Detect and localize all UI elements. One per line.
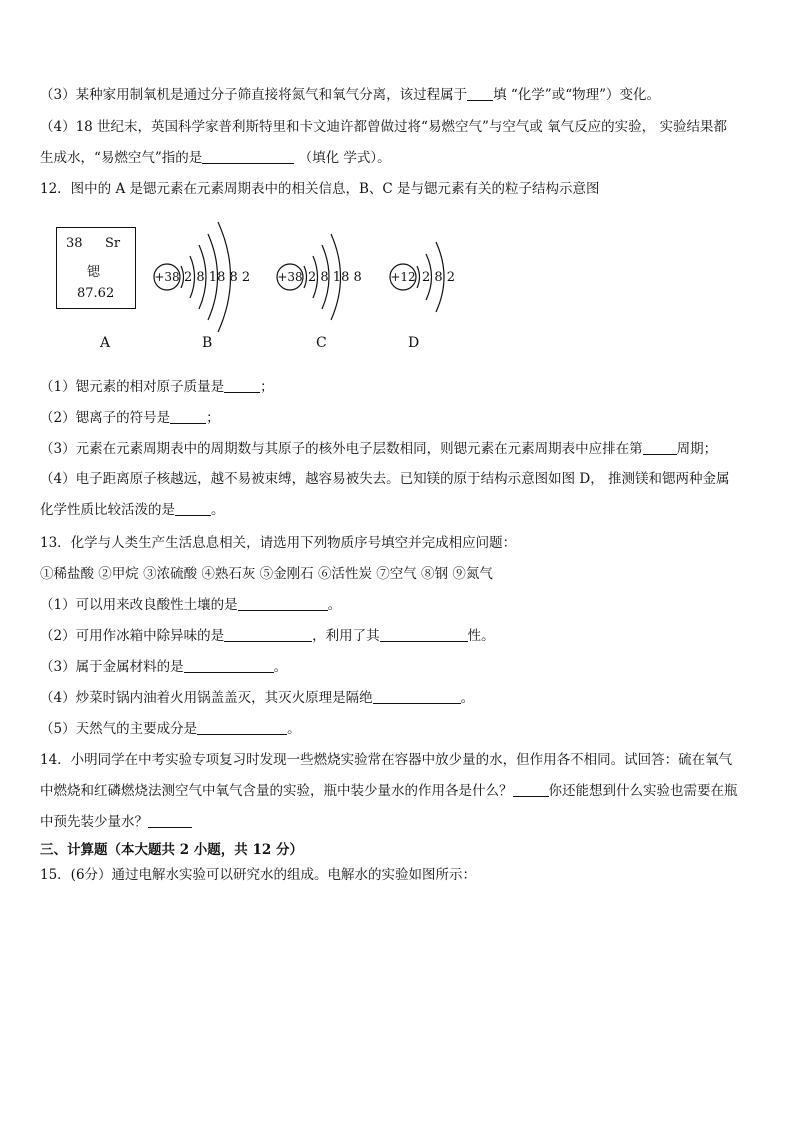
diagram-label-D: D: [408, 335, 420, 351]
q13-sub4: [40, 686, 474, 706]
q12-sub3-blank[interactable]: [643, 440, 677, 455]
q13-options: ①稀盐酸 ②甲烷 ③浓硫酸 ④熟石灰 ⑤金刚石 ⑥活性炭 ⑦空气 ⑧钢 ⑨氮气: [40, 566, 493, 582]
q13-sub3-blank[interactable]: [184, 658, 274, 673]
q13-sub1-text: （1）可以用来改良酸性土壤的是: [40, 597, 238, 613]
q13-sub5-end: 。: [287, 721, 301, 737]
section-title-calculation: 三、计算题（本大题共 2 小题，共 12 分）: [40, 842, 303, 858]
q14-blank2[interactable]: [148, 813, 192, 828]
q13-sub2-blank1[interactable]: [224, 627, 312, 642]
q13-sub2-end: 性。: [467, 628, 495, 644]
nucleus-charge-B: +38: [154, 270, 180, 284]
shell-electrons-C: 2 8 18 8: [308, 270, 362, 285]
q12-sub2-blank[interactable]: [170, 409, 206, 424]
particle-structure-diagrams: [0, 0, 794, 360]
shell-electrons-B: 2 8 18 8 2: [184, 270, 251, 285]
q12-sub3-end: 周期；: [676, 441, 718, 457]
q13-sub3: [40, 655, 287, 675]
q12-sub2-end: ；: [206, 410, 220, 426]
q11-part4-line1: （4）18 世纪末，英国科学家普利斯特里和卡文迪许都曾做过将“易燃空气”与空气或 氧气反应的实验， 实验结果都: [40, 119, 727, 135]
q14-line2-end: 你还能想到什么实验也需要在瓶: [548, 783, 738, 799]
q13-sub2-text: （2）可用作冰箱中除异味的是: [40, 628, 225, 644]
q14-line2-text: 中燃烧和红磷燃烧法测空气中氧气含量的实验，瓶中装少量水的作用各是什么？: [40, 783, 513, 799]
q12-sub2-text: （2）锶离子的符号是: [40, 410, 171, 426]
q12-sub1-text: （1）锶元素的相对原子质量是: [40, 379, 225, 395]
q13-sub3-end: 。: [273, 659, 288, 675]
diagram-label-A: A: [100, 335, 111, 351]
q12-sub1: [40, 375, 274, 395]
nucleus-charge-C: +38: [277, 270, 303, 284]
q15-stem: 15．(6分）通过电解水实验可以研究水的组成。电解水的实验如图所示：: [40, 867, 477, 883]
q14-line3-text: 中预先装少量水？: [40, 814, 148, 830]
q13-sub2: [40, 624, 495, 644]
q13-sub4-text: （4）炒菜时锅内油着火用锅盖盖灭，其灭火原理是隔绝: [40, 690, 373, 706]
q11-part4-text: 生成水，“易燃空气”指的是: [40, 150, 203, 166]
q13-sub1: [40, 593, 341, 613]
q12-sub4-end: 。: [211, 502, 225, 518]
q12-sub1-end: ；: [260, 379, 274, 395]
q12-sub1-blank[interactable]: [224, 378, 260, 393]
element-name: 锶: [87, 265, 101, 280]
q12-sub4-line1: （4）电子距离原子核越远，越不易被束缚，越容易被失去。已知镁的原于结构示意图如图 D， 推测镁和锶两种金属: [40, 471, 730, 487]
q13-stem: 13．化学与人类生产生活息息相关，请选用下列物质序号填空并完成相应问题：: [40, 535, 517, 551]
q13-sub1-end: 。: [327, 597, 342, 613]
q13-sub4-end: 。: [460, 690, 475, 706]
q12-stem: 12．图中的 A 是锶元素在元素周期表中的相关信息，B、C 是与锶元素有关的粒子结构示意图: [40, 181, 600, 197]
q11-part3-text: （3）某种家用制氧机是通过分子筛直接将氮气和氧气分离，该过程属于: [40, 87, 468, 103]
q14-line3: [40, 810, 192, 830]
q13-sub2-blank2[interactable]: [380, 627, 468, 642]
q13-sub5: [40, 717, 301, 737]
q12-sub3-text: （3）元素在元素周期表中的周期数与其原子的核外电子层数相同，则锶元素在元素周期表中应排在第: [40, 441, 643, 457]
q13-sub2-mid: ，利用了其: [312, 628, 380, 644]
q12-sub2: [40, 406, 220, 426]
nucleus-charge-D: +12: [390, 270, 416, 284]
q13-sub5-blank[interactable]: [197, 720, 287, 735]
atomic-number: 38: [66, 236, 83, 251]
q12-sub4-line2: [40, 498, 225, 518]
shell-electrons-D: 2 8 2: [422, 270, 456, 285]
q14-line2: [40, 779, 738, 799]
q14-blank1[interactable]: [513, 782, 549, 797]
q12-sub4-text: 化学性质比较活泼的是: [40, 502, 175, 518]
element-symbol: Sr: [105, 236, 121, 251]
q13-sub4-blank[interactable]: [373, 689, 461, 704]
q12-sub3: [40, 437, 717, 457]
diagram-label-B: B: [202, 335, 213, 351]
q11-part3-end: 填 “化学”或“物理”）变化。: [493, 87, 660, 103]
q11-part4-end: （填化 学式）。: [298, 150, 391, 166]
q14-line1: 14．小明同学在中考实验专项复习时发现一些燃烧实验常在容器中放少量的水，但作用各不相同。试回答：硫在氧气: [40, 752, 733, 768]
diagram-label-C: C: [316, 335, 327, 351]
atomic-mass: 87.62: [77, 286, 115, 301]
q13-sub5-text: （5）天然气的主要成分是: [40, 721, 198, 737]
q13-sub3-text: （3）属于金属材料的是: [40, 659, 184, 675]
q12-sub4-blank[interactable]: [175, 501, 211, 516]
q13-sub1-blank[interactable]: [238, 596, 328, 611]
